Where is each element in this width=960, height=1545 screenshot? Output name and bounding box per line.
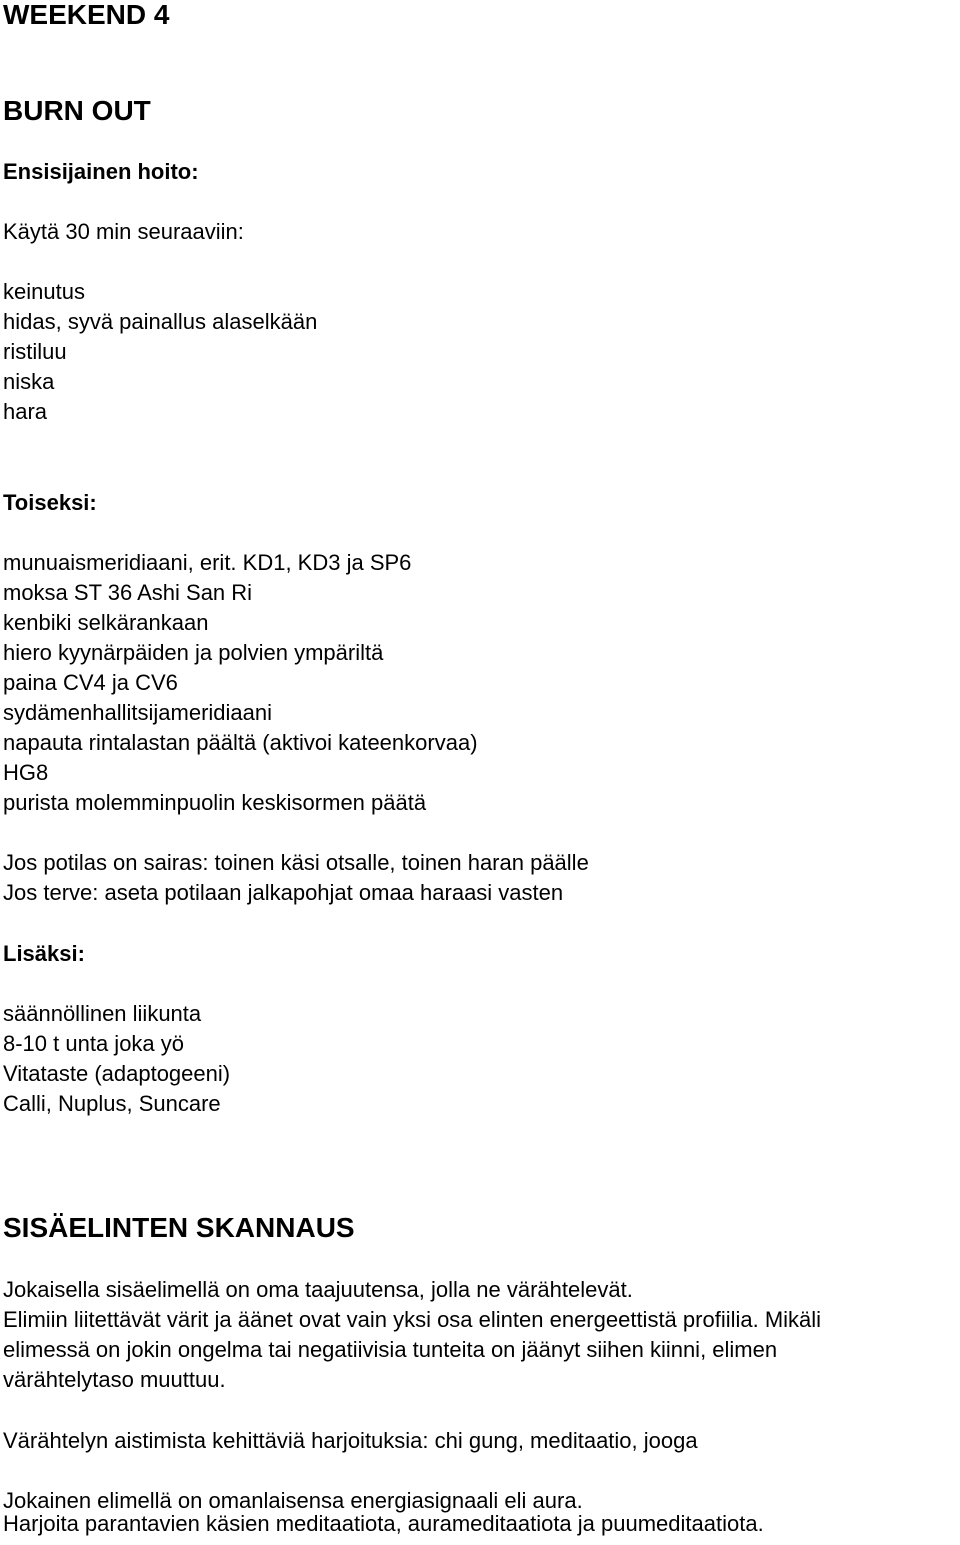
list-item: keinutus <box>3 279 85 304</box>
list-item: napauta rintalastan päältä (aktivoi kateenkorvaa) <box>3 730 478 755</box>
list-item: ristiluu <box>3 339 67 364</box>
list-item: hara <box>3 399 48 424</box>
list-item: Calli, Nuplus, Suncare <box>3 1091 221 1116</box>
paragraph-line: elimessä on jokin ongelma tai negatiivisia tunteita on jäänyt siihen kiinni, elimen <box>3 1337 778 1362</box>
list-item: kenbiki selkärankaan <box>3 610 209 635</box>
subheading-primary-treatment: Ensisijainen hoito: <box>3 159 199 184</box>
subheading-secondary: Toiseksi: <box>3 490 97 515</box>
section-heading-burn-out: BURN OUT <box>3 95 151 126</box>
section-heading-organ-scan: SISÄELINTEN SKANNAUS <box>3 1212 355 1243</box>
paragraph-line: Elimiin liitettävät värit ja äänet ovat vain yksi osa elinten energeettistä profiilia. Mikäli <box>3 1307 822 1332</box>
list-item: sydämenhallitsijameridiaani <box>3 700 273 725</box>
primary-intro-text: Käytä 30 min seuraaviin: <box>3 219 244 244</box>
list-item: niska <box>3 369 55 394</box>
note-line: Jos potilas on sairas: toinen käsi otsalle, toinen haran päälle <box>3 850 589 875</box>
list-item: 8-10 t unta joka yö <box>3 1031 185 1056</box>
list-item: Vitataste (adaptogeeni) <box>3 1061 231 1086</box>
paragraph-line: Jokaisella sisäelimellä on oma taajuutensa, jolla ne värähtelevät. <box>3 1277 633 1302</box>
document-title: WEEKEND 4 <box>3 0 170 30</box>
paragraph-line: värähtelytaso muuttuu. <box>3 1367 226 1392</box>
subheading-additional: Lisäksi: <box>3 941 85 966</box>
note-line: Jos terve: aseta potilaan jalkapohjat omaa haraasi vasten <box>3 880 564 905</box>
list-item: säännöllinen liikunta <box>3 1001 202 1026</box>
list-item: hidas, syvä painallus alaselkään <box>3 309 318 334</box>
paragraph-line: Jokainen elimellä on omanlaisensa energiasignaali eli aura. <box>3 1488 583 1513</box>
list-item: munuaismeridiaani, erit. KD1, KD3 ja SP6 <box>3 550 412 575</box>
list-item: purista molemminpuolin keskisormen päätä <box>3 790 427 815</box>
list-item: moksa ST 36 Ashi San Ri <box>3 580 253 605</box>
list-item: HG8 <box>3 760 49 785</box>
paragraph-line: Harjoita parantavien käsien meditaatiota, aurameditaatiota ja puumeditaatiota. <box>3 1511 764 1536</box>
list-item: paina CV4 ja CV6 <box>3 670 178 695</box>
list-item: hiero kyynärpäiden ja polvien ympäriltä <box>3 640 384 665</box>
paragraph-line: Värähtelyn aistimista kehittäviä harjoituksia: chi gung, meditaatio, jooga <box>3 1428 698 1453</box>
